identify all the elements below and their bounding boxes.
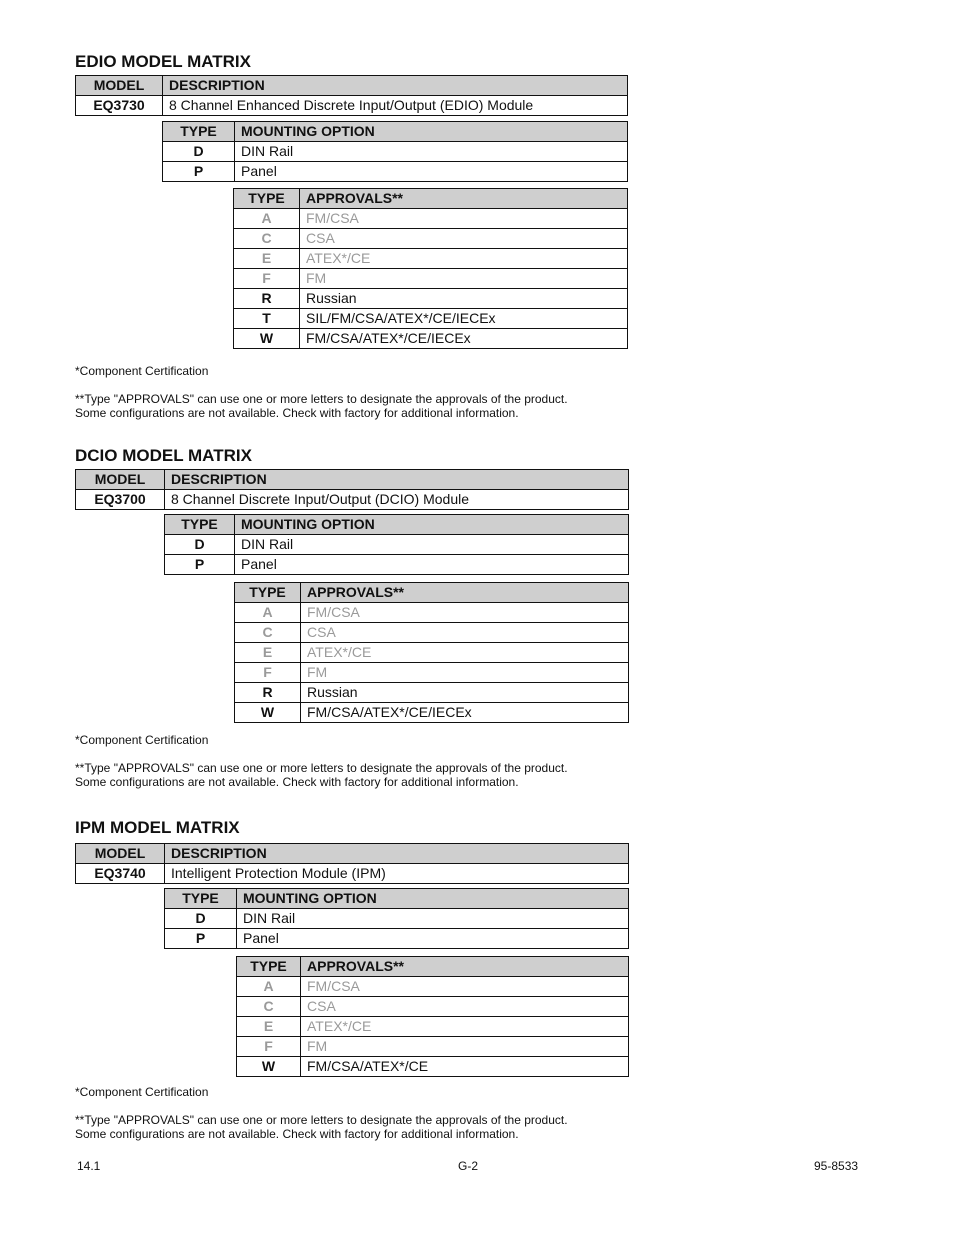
mounting-header-desc: MOUNTING OPTION (235, 122, 628, 142)
approval-desc: FM/CSA (301, 977, 629, 997)
mounting-desc: DIN Rail (235, 535, 629, 555)
model-desc: 8 Channel Enhanced Discrete Input/Output (EDIO) Module (163, 96, 628, 116)
approval-row (234, 309, 628, 329)
model-header-row (76, 470, 629, 490)
approval-code: F (235, 663, 301, 683)
approval-desc: Russian (300, 289, 628, 309)
mounting-desc: DIN Rail (235, 142, 628, 162)
model-header-desc: DESCRIPTION (165, 844, 629, 864)
approval-desc: CSA (301, 997, 629, 1017)
model-table (75, 469, 629, 510)
model-row (76, 864, 629, 884)
approval-desc: Russian (301, 683, 629, 703)
mounting-header-desc: MOUNTING OPTION (237, 889, 629, 909)
component-certification-note: *Component Certification (75, 364, 209, 378)
section-title: IPM MODEL MATRIX (75, 818, 240, 837)
approval-row (235, 623, 629, 643)
mounting-row (165, 929, 629, 949)
component-certification-note: *Component Certification (75, 1085, 209, 1099)
approvals-header-row (234, 189, 628, 209)
approval-row (235, 703, 629, 723)
approval-desc: FM/CSA (300, 209, 628, 229)
mounting-header-row (165, 515, 629, 535)
approvals-header-desc: APPROVALS** (301, 583, 629, 603)
model-header-code: MODEL (76, 470, 165, 490)
approval-row (235, 643, 629, 663)
approval-desc: ATEX*/CE (301, 1017, 629, 1037)
model-code: EQ3730 (76, 96, 163, 116)
mounting-header-code: TYPE (165, 515, 235, 535)
approval-code: E (235, 643, 301, 663)
approvals-header-code: TYPE (237, 957, 301, 977)
approval-desc: FM/CSA/ATEX*/CE (301, 1057, 629, 1077)
approval-code: R (234, 289, 300, 309)
mounting-code: D (163, 142, 235, 162)
approval-code: C (235, 623, 301, 643)
approvals-header-desc: APPROVALS** (300, 189, 628, 209)
approval-desc: CSA (300, 229, 628, 249)
approval-code: W (234, 329, 300, 349)
approval-code: T (234, 309, 300, 329)
approval-code: R (235, 683, 301, 703)
mounting-header-row (165, 889, 629, 909)
approval-desc: FM (301, 1037, 629, 1057)
model-row (76, 490, 629, 510)
mounting-desc: Panel (235, 162, 628, 182)
approval-row (237, 1037, 629, 1057)
approval-desc: FM (301, 663, 629, 683)
mounting-table (162, 121, 628, 182)
mounting-table (164, 888, 629, 949)
model-header-desc: DESCRIPTION (165, 470, 629, 490)
footer-page-number: G-2 (458, 1159, 479, 1173)
mounting-row (165, 535, 629, 555)
approval-row (237, 1057, 629, 1077)
approvals-header-row (235, 583, 629, 603)
approval-row (234, 289, 628, 309)
approvals-table (233, 188, 628, 349)
mounting-code: P (163, 162, 235, 182)
approval-row (234, 329, 628, 349)
model-code: EQ3740 (76, 864, 165, 884)
model-header-code: MODEL (76, 76, 163, 96)
approval-code: F (234, 269, 300, 289)
approvals-note-line-2: Some configurations are not available. Check with factory for additional information. (75, 406, 519, 420)
model-header-code: MODEL (76, 844, 165, 864)
mounting-row (163, 142, 628, 162)
approval-row (235, 663, 629, 683)
approval-row (234, 269, 628, 289)
approval-row (237, 977, 629, 997)
section-title: DCIO MODEL MATRIX (75, 446, 252, 465)
approvals-note-line-2: Some configurations are not available. Check with factory for additional information. (75, 775, 519, 789)
approval-desc: FM/CSA/ATEX*/CE/IECEx (301, 703, 629, 723)
mounting-header-code: TYPE (165, 889, 237, 909)
model-table (75, 75, 628, 116)
mounting-table (164, 514, 629, 575)
approval-code: W (237, 1057, 301, 1077)
approval-code: A (235, 603, 301, 623)
approval-row (234, 249, 628, 269)
approval-desc: SIL/FM/CSA/ATEX*/CE/IECEx (300, 309, 628, 329)
mounting-row (165, 555, 629, 575)
mounting-row (163, 162, 628, 182)
model-header-row (76, 76, 628, 96)
approval-code: C (237, 997, 301, 1017)
mounting-desc: Panel (235, 555, 629, 575)
model-row (76, 96, 628, 116)
approvals-table (236, 956, 629, 1077)
model-table (75, 843, 629, 884)
approvals-table (234, 582, 629, 723)
approval-code: E (234, 249, 300, 269)
approvals-header-code: TYPE (235, 583, 301, 603)
approval-desc: FM/CSA/ATEX*/CE/IECEx (300, 329, 628, 349)
approval-desc: FM/CSA (301, 603, 629, 623)
approvals-note-line-2: Some configurations are not available. Check with factory for additional information. (75, 1127, 519, 1141)
approval-desc: CSA (301, 623, 629, 643)
approval-row (237, 1017, 629, 1037)
footer-revision: 14.1 (77, 1159, 101, 1173)
approval-row (235, 683, 629, 703)
approval-row (234, 229, 628, 249)
approval-desc: ATEX*/CE (301, 643, 629, 663)
model-code: EQ3700 (76, 490, 165, 510)
approval-desc: ATEX*/CE (300, 249, 628, 269)
approvals-note-line-1: **Type "APPROVALS" can use one or more letters to designate the approvals of the product. (75, 761, 568, 775)
footer-document-number: 95-8533 (814, 1159, 859, 1173)
mounting-header-code: TYPE (163, 122, 235, 142)
approvals-header-code: TYPE (234, 189, 300, 209)
mounting-desc: Panel (237, 929, 629, 949)
approvals-header-row (237, 957, 629, 977)
model-desc: 8 Channel Discrete Input/Output (DCIO) Module (165, 490, 629, 510)
mounting-code: D (165, 535, 235, 555)
approval-code: W (235, 703, 301, 723)
approval-code: C (234, 229, 300, 249)
approvals-note-line-1: **Type "APPROVALS" can use one or more letters to designate the approvals of the product. (75, 392, 568, 406)
approval-code: A (234, 209, 300, 229)
mounting-code: P (165, 929, 237, 949)
approval-code: A (237, 977, 301, 997)
model-desc: Intelligent Protection Module (IPM) (165, 864, 629, 884)
model-header-desc: DESCRIPTION (163, 76, 628, 96)
mounting-desc: DIN Rail (237, 909, 629, 929)
approval-desc: FM (300, 269, 628, 289)
section-title: EDIO MODEL MATRIX (75, 52, 251, 71)
approval-code: F (237, 1037, 301, 1057)
mounting-code: P (165, 555, 235, 575)
mounting-header-row (163, 122, 628, 142)
mounting-code: D (165, 909, 237, 929)
mounting-row (165, 909, 629, 929)
mounting-header-desc: MOUNTING OPTION (235, 515, 629, 535)
approval-code: E (237, 1017, 301, 1037)
approvals-header-desc: APPROVALS** (301, 957, 629, 977)
component-certification-note: *Component Certification (75, 733, 209, 747)
approval-row (235, 603, 629, 623)
approval-row (237, 997, 629, 1017)
model-header-row (76, 844, 629, 864)
approvals-note-line-1: **Type "APPROVALS" can use one or more letters to designate the approvals of the product. (75, 1113, 568, 1127)
approval-row (234, 209, 628, 229)
